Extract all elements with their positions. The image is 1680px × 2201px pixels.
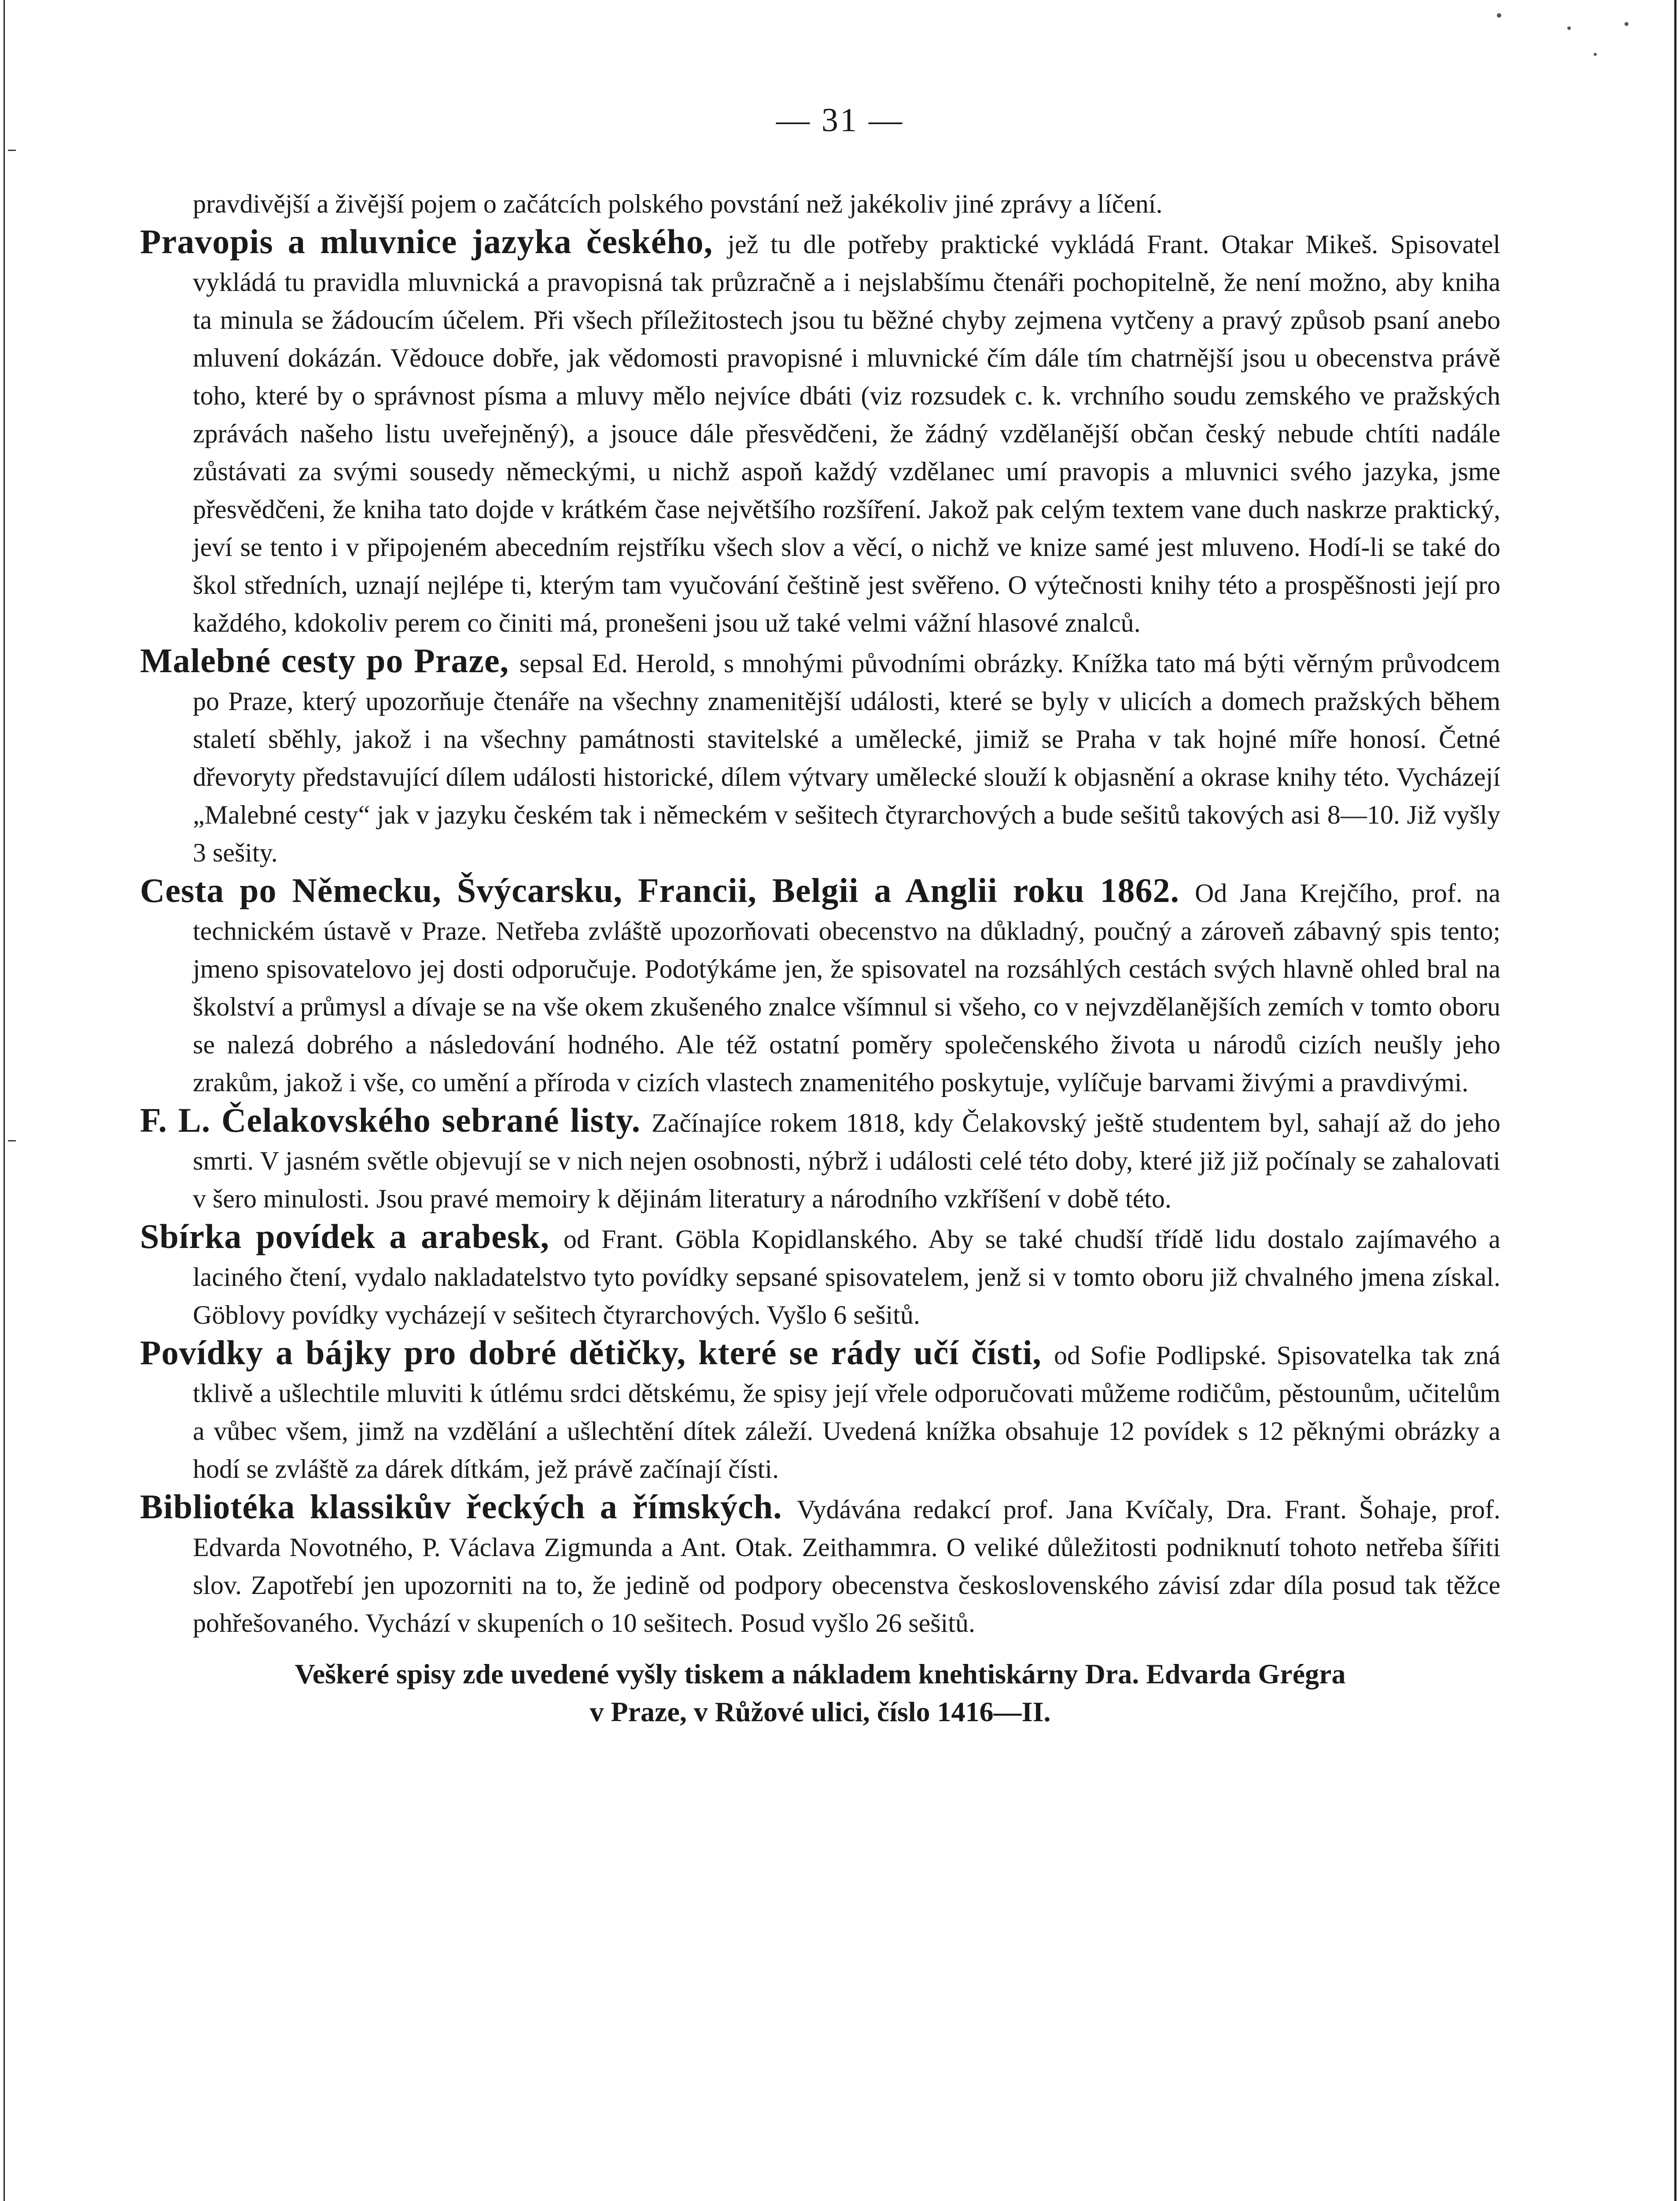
entry-title: Povídky a bájky pro dobré dětičky, které se rády učí čísti, (140, 1333, 1054, 1372)
page-edge-right (1674, 0, 1676, 2201)
entry-text: jež tu dle potřeby praktické vykládá Frant. Otakar Mikeš. Spisovatel vykládá tu pravidla mluvnická a pravopisná tak průzračně a i nejslabšímu čtenáři pochopitelně, že není možno, aby kniha ta minula se žádoucím účelem. Při všech příležitostech jsou tu běžné chyby zejmena vytčeny a pravý způsob psaní anebo mluvení dokázán. Vědouce dobře, jak vědomosti pravopisné i mluvnické čím dále tím chatrnější jsou u obecenstva právě toho, které by o správnost písma a mluvy mělo nejvíce dbáti (viz rozsudek c. k. vrchního soudu zemského ve pražských zprávách našeho listu uveřejněný), a jsouce dále přesvědčeni, že žádný vzdělanější občan český nebude chtíti nadále zůstávati za svými sousedy německými, u nichž aspoň každý vzdělanec umí pravopis a mluvnici svého jazyka, jsme přesvědčeni, že kniha tato dojde v krátkém čase největšího rozšíření. Jakož pak celým textem vane duch naskrze praktický, jeví se tento i v připojeném abecedním rejstříku všech slov a věcí, o nichž ve knize samé jest mluveno. Hodí-li se také do škol středních, uznají nejlépe ti, kterým tam vyučování češtině jest svěřeno. O výtečnosti knihy této a prospěšnosti její pro každého, kdokoliv perem co činiti má, pronešeni jsou už také velmi vážní hlasové znalců. (193, 230, 1500, 637)
entry-text: Vydávána redakcí prof. Jana Kvíčaly, Dra. Frant. Šohaje, prof. Edvarda Novotného, P. Václava Zigmunda a Ant. Otak. Zeithammra. O veliké důležitosti podniknutí tohoto netřeba šířiti slov. Zapotřebí jen upozorniti na to, že jedině od podpory obecenstva československého závisí zdar díla posud tak těžce pohřešovaného. Vychází v skupeních o 10 sešitech. Posud vyšlo 26 sešitů. (193, 1495, 1501, 1638)
entry-text: od Sofie Podlipské. Spisovatelka tak zná tklivě a ušlechtile mluviti k útlému srdci dětskému, že spisy její vřele odporučovati můžeme rodičům, pěstounům, učitelům a vůbec všem, jimž na vzdělání a ušlechtění dítek záleží. Uvedená knížka obsahuje 12 povídek s 12 pěknými obrázky a hodí se zvláště za dárek dítkám, jež právě začínají čísti. (193, 1341, 1500, 1483)
entry-paragraph (140, 1101, 1500, 1218)
entry-paragraph (140, 223, 1500, 642)
entry-text: Od Jana Krejčího, prof. na technickém ústavě v Praze. Netřeba zvláště upozorňovati obecenstvo na důkladný, poučný a zároveň zábavný spis tento; jmeno spisovatelovo jej dosti odporučuje. Podotýkáme jen, že spisovatel na rozsáhlých cestách svých hlavně ohled bral na školství a průmysl a dívaje se na vše okem zkušeného znalce všímnul si všeho, co v nejvzdělanějších zemích v tomto oboru se nalezá dobrého a následování hodného. Ale též ostatní poměry společenského života u národů cizích neušly jeho zrakům, jakož i vše, co umění a příroda v cizích vlastech znamenitého poskytuje, vylíčuje barvami živými a pravdivými. (193, 879, 1500, 1097)
entry-title: Sbírka povídek a arabesk, (140, 1217, 564, 1255)
entry-title: Malebné cesty po Praze, (140, 641, 519, 680)
publisher-note-line: v Praze, v Růžové ulici, číslo 1416—II. (589, 1696, 1051, 1727)
entry-title: Pravopis a mluvnice jazyka českého, (140, 222, 728, 261)
intro-paragraph: pravdivější a živější pojem o začátcích polského povstání než jakékoliv jiné zprávy a líčení. (193, 189, 1163, 218)
entry-text: Začínajíce rokem 1818, kdy Čelakovský ještě studentem byl, sahají až do jeho smrti. V jasném světle objevují se v nich nejen osobnosti, nýbrž i události celé této doby, které již již počínaly se zahalovati v šero minulosti. Jsou pravé memoiry k dějinám literatury a národního vzkříšení v době této. (193, 1108, 1500, 1213)
margin-mark (8, 1140, 16, 1141)
entry-paragraph (140, 1334, 1500, 1488)
entry-paragraph (140, 1218, 1500, 1334)
entry-title: Cesta po Německu, Švýcarsku, Francii, Belgii a Anglii roku 1862. (140, 871, 1195, 909)
entry-paragraph (140, 872, 1500, 1101)
entry-title: Bibliotéka klassikův řeckých a římských. (140, 1487, 797, 1526)
print-speck (1594, 53, 1597, 56)
print-speck (1567, 26, 1571, 30)
entry-paragraph (140, 1488, 1500, 1642)
entry-title: F. L. Čelakovského sebrané listy. (140, 1101, 652, 1139)
entry-text: od Frant. Göbla Kopidlanského. Aby se také chudší třídě lidu dostalo zajímavého a laciného čtení, vydalo nakladatelstvo tyto povídky sepsané spisovatelem, jenž si v tomto oboru již chvalného jmena získal. Göblovy povídky vycházejí v sešitech čtyrarchových. Vyšlo 6 sešitů. (193, 1225, 1501, 1329)
print-speck (1625, 22, 1628, 26)
entry-text: sepsal Ed. Herold, s mnohými původními obrázky. Knížka tato má býti věrným průvodcem po Praze, který upozorňuje čtenáře na všechny znamenitější události, které se byly v ulicích a domech pražských během staletí sběhly, jakož i na všechny památnosti stavitelské a umělecké, jimiž se Praha v tak hojné míře honosí. Četné dřevoryty představující dílem události historické, dílem výtvary umělecké slouží k objasnění a okrase knihy této. Vycházejí „Malebné cesty“ jak v jazyku českém tak i německém v sešitech čtyrarchových a bude sešitů takových asi 8—10. Již vyšly 3 sešity. (193, 649, 1500, 867)
page-edge-left (4, 0, 5, 2201)
margin-mark (8, 150, 16, 151)
print-speck (1497, 13, 1501, 18)
page-number: — 31 — (776, 102, 904, 139)
publisher-note (140, 1655, 1500, 1731)
document-body (140, 185, 1500, 1731)
entry-paragraph (140, 642, 1500, 872)
publisher-note-line: Veškeré spisy zde uvedené vyšly tiskem a nákladem knehtiskárny Dra. Edvarda Grégra (295, 1658, 1346, 1689)
